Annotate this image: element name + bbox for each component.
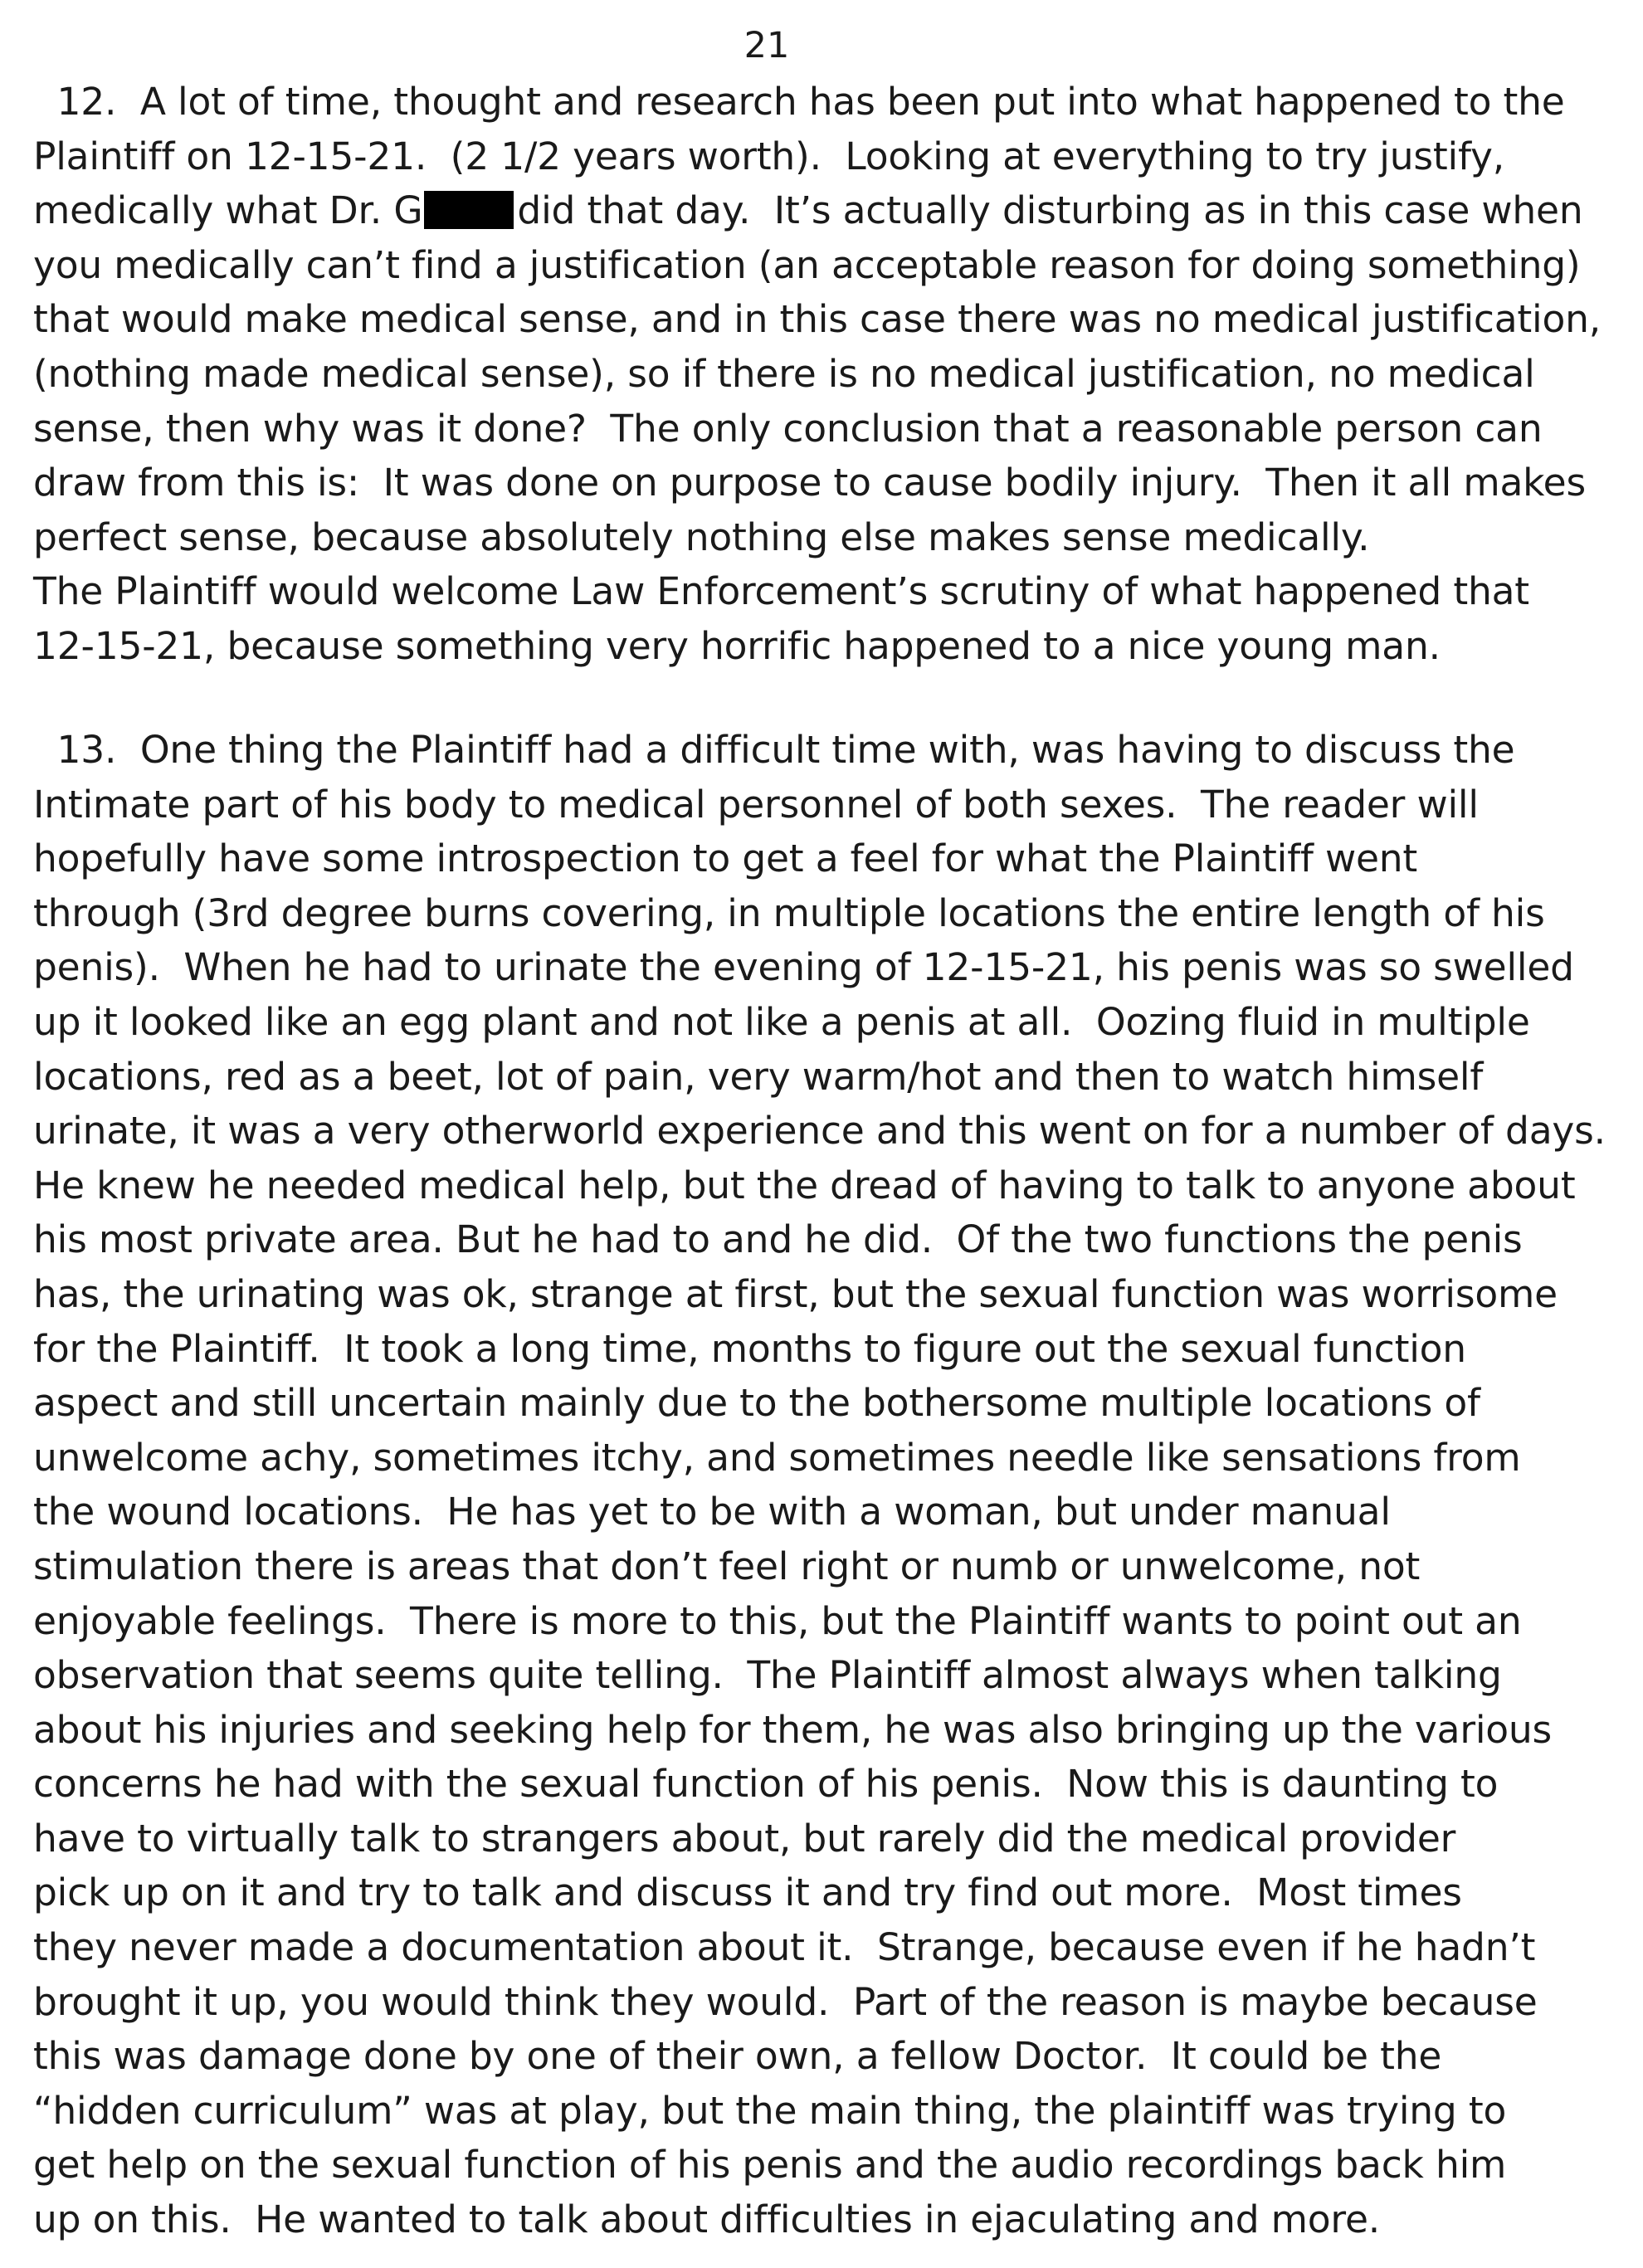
paragraph-line: through (3rd degree burns covering, in multiple locations the entire length of his: [33, 890, 1545, 935]
paragraph-line-segment: did that day. It’s actually disturbing as in this case when: [517, 188, 1583, 233]
paragraph-line: Plaintiff on 12-15-21. (2 1/2 years worth). Looking at everything to try justify,: [33, 134, 1504, 178]
paragraph-line: 13. One thing the Plaintiff had a difficult time with, was having to discuss the: [33, 728, 1515, 772]
paragraph-line: has, the urinating was ok, strange at first, but the sexual function was worrisome: [33, 1271, 1558, 1316]
paragraph-line-with-redaction: [33, 183, 1626, 238]
paragraph-line: (nothing made medical sense), so if there is no medical justification, no medical: [33, 351, 1535, 396]
paragraph-line: unwelcome achy, sometimes itchy, and sometimes needle like sensations from: [33, 1435, 1521, 1480]
paragraph-line: sense, then why was it done? The only conclusion that a reasonable person can: [33, 406, 1543, 451]
paragraph-line: up it looked like an egg plant and not like a penis at all. Oozing fluid in multiple: [33, 999, 1530, 1044]
redaction-box: [424, 191, 514, 229]
paragraph-line: stimulation there is areas that don’t feel right or numb or unwelcome, not: [33, 1544, 1421, 1588]
paragraph-line: enjoyable feelings. There is more to this, but the Plaintiff wants to point out an: [33, 1598, 1522, 1643]
page-number: 21: [743, 25, 790, 66]
paragraph-line: they never made a documentation about it. Strange, because even if he hadn’t: [33, 1925, 1536, 1970]
paragraph-line: get help on the sexual function of his penis and the audio recordings back him: [33, 2143, 1507, 2188]
paragraph-line: “hidden curriculum” was at play, but the main thing, the plaintiff was trying to: [33, 2088, 1507, 2133]
paragraph-line: urinate, it was a very otherworld experience and this went on for a number of days.: [33, 1109, 1606, 1154]
paragraph-line: up on this. He wanted to talk about difficulties in ejaculating and more.: [33, 2197, 1381, 2242]
paragraph-line: brought it up, you would think they would. Part of the reason is maybe because: [33, 1979, 1538, 2024]
paragraph-line: 12-15-21, because something very horrific happened to a nice young man.: [33, 623, 1441, 668]
paragraph-line: observation that seems quite telling. The Plaintiff almost always when talking: [33, 1653, 1502, 1698]
paragraph-line: 12. A lot of time, thought and research has been put into what happened to the: [33, 80, 1565, 124]
paragraph-12: [33, 75, 1626, 674]
paragraph-line: you medically can’t find a justification (an acceptable reason for doing something): [33, 242, 1581, 287]
paragraph-line: hopefully have some introspection to get a feel for what the Plaintiff went: [33, 836, 1418, 881]
paragraph-line: pick up on it and try to talk and discuss it and try find out more. Most times: [33, 1870, 1462, 1915]
paragraph-line: He knew he needed medical help, but the dread of having to talk to anyone about: [33, 1163, 1576, 1207]
paragraph-line: Intimate part of his body to medical personnel of both sexes. The reader will: [33, 782, 1479, 827]
paragraph-line: his most private area. But he had to and he did. Of the two functions the penis: [33, 1217, 1523, 1262]
paragraph-line: aspect and still uncertain mainly due to the bothersome multiple locations of: [33, 1381, 1480, 1426]
paragraph-line: the wound locations. He has yet to be with a woman, but under manual: [33, 1490, 1391, 1534]
paragraph-line: this was damage done by one of their own, a fellow Doctor. It could be the: [33, 2034, 1442, 2079]
paragraph-line: have to virtually talk to strangers about, but rarely did the medical provider: [33, 1816, 1456, 1861]
paragraph-line: for the Plaintiff. It took a long time, months to figure out the sexual function: [33, 1326, 1466, 1371]
paragraph-line: that would make medical sense, and in this case there was no medical justification,: [33, 297, 1602, 342]
paragraph-line: about his injuries and seeking help for them, he was also bringing up the various: [33, 1707, 1553, 1752]
paragraph-13: [33, 723, 1626, 2247]
paragraph-line: concerns he had with the sexual function of his penis. Now this is daunting to: [33, 1762, 1499, 1807]
paragraph-line: perfect sense, because absolutely nothing else makes sense medically.: [33, 515, 1370, 559]
paragraph-line: penis). When he had to urinate the evening of 12-15-21, his penis was so swelled: [33, 945, 1574, 990]
paragraph-line-segment: medically what Dr. G: [33, 188, 423, 233]
paragraph-line: draw from this is: It was done on purpose to cause bodily injury. Then it all makes: [33, 461, 1586, 505]
paragraph-line: The Plaintiff would welcome Law Enforcement’s scrutiny of what happened that: [33, 569, 1529, 614]
paragraph-line: locations, red as a beet, lot of pain, very warm/hot and then to watch himself: [33, 1054, 1484, 1099]
